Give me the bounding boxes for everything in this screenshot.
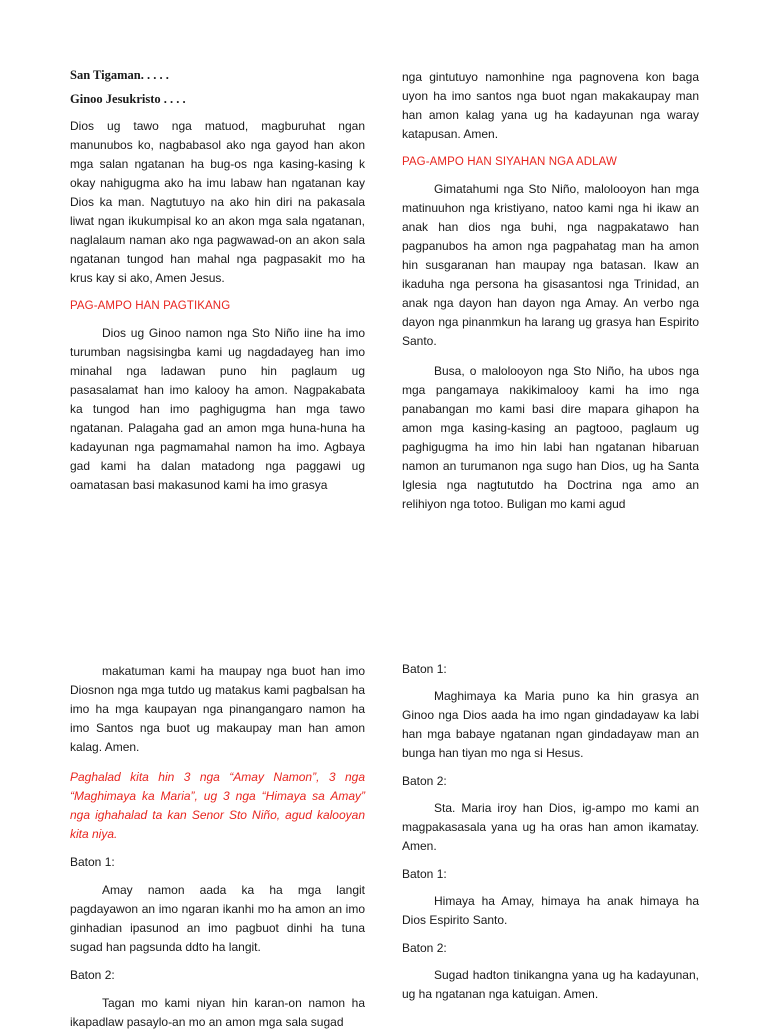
section-heading-pagtikang: PAG-AMPO HAN PAGTIKANG: [70, 300, 231, 312]
baton-label: Baton 1:: [402, 662, 447, 676]
paragraph-clip: [402, 362, 699, 514]
lower-right-column: [402, 662, 699, 1004]
baton-text-tagan: Tagan mo kami niyan hin karan-on namon ha ikapadlaw pasaylo-an mo an amon mga sala sugad: [70, 996, 365, 1029]
paragraph-makatuman: makatuman kami ha maupay nga buot han imo Diosnon nga mga tutdo ug matakus kami pagbalsan ha imo ha mga kaupayan nga pinangangaro namon ha imo Santos nga buot ug makaupay man han amon kalag. Amen.: [70, 664, 365, 754]
baton-label: Baton 1:: [70, 855, 115, 869]
baton-text-maghimaya: Maghimaya ka Maria puno ka hin grasya an Ginoo nga Dios aada ha imo ngan gindadayaw ka labi han mga babaye ngatanan ngan gindadayaw man an bunga han tiyan mo nga si Hesus.: [402, 689, 699, 760]
baton-label: Baton 1:: [402, 867, 447, 881]
paragraph-act-of-contrition: Dios ug tawo nga matuod, magburuhat ngan manunubos ko, nagbabasol ako nga gayod han akon mga salan ngatanan ha bug-os nga kasing-kasing k okay nahigugma ako ha imu labaw han ngatanan kay Dios ka man. Nagtutuyo na ako hin diri na pakasala liwat ngan ikukumpisal ko an akon mga sala ngatanan, naglalaum naman ako nga pagwawad-on an akon sala ngatanan tungod han mahal nga pagpasakit mo ha krus kay si ako, Amen Jesus.: [70, 119, 365, 285]
heading-ginoo-jesukristo: Ginoo Jesukristo . . . .: [70, 92, 186, 106]
paragraph-busa: Busa, o malolooyon nga Sto Niño, ha ubos nga mga pangamaya nakikimalooy kami ha imo nga panabangan mo kami basi dire mapara gihapon ha amon mga kasing-kasing an pagtooo, paglaum ug paghigugma ha imo hin labi han ngatanan hibaruan namon an turumanon nga sugo han Dios, ug ha Santa Iglesia nga nagtututdo ha Doctrina nga amo an relihiyon nga totoo. Buligan mo kami agud: [402, 364, 699, 511]
paragraph-first-day-prayer: Gimatahumi nga Sto Niño, malolooyon han mga matinuuhon nga kristiyano, natoo kami nga hi ikaw an anak han dios nga buhi, nga nagpakatawo han pagpanubos ha amon nga pagpahatag man ha amon hin susgaranan han maupay nga batasan. Ikaw an ikaduha nga persona ha gisasantosi nga Trinidad, an anak nga dayon han dayon nga Amay. An verbo nga dayon nga pinanmkun ha larang ug grasya han Espirito Santo.: [402, 182, 699, 348]
paragraph-clip: [70, 994, 365, 1032]
baton-label: Baton 2:: [402, 774, 447, 788]
upper-right-column: [402, 68, 699, 514]
heading-san-tigaman: San Tigaman. . . . .: [70, 68, 169, 82]
lower-left-column: [70, 662, 365, 1032]
baton-label: Baton 2:: [402, 941, 447, 955]
instruction-paghalad: Paghalad kita hin 3 nga “Amay Namon”, 3 nga “Maghimaya ka Maria”, ug 3 nga “Himaya sa Amay” nga ighahalad ta kan Senor Sto Niño, agud kalooyan kita niya.: [70, 770, 365, 841]
baton-label: Baton 2:: [70, 968, 115, 982]
paragraph-continuation: nga gintutuyo namonhine nga pagnovena kon baga uyon ha imo santos nga buot ngan makakaupay man han amon kalag yana ug ha kadayunan nga waray katapusan. Amen.: [402, 70, 699, 141]
baton-text-himaya: Himaya ha Amay, himaya ha anak himaya ha Dios Espirito Santo.: [402, 894, 699, 927]
baton-text-sugad: Sugad hadton tinikangna yana ug ha kadayunan, ug ha ngatanan nga katuigan. Amen.: [402, 968, 699, 1001]
baton-text-amay-namon: Amay namon aada ka ha mga langit pagdayawon an imo ngaran ikanhi mo ha amon an imo ginhadian ipasunod an imo pagbuot dinhi ha tuna sugad han pagsunda ddto ha langit.: [70, 883, 365, 954]
paragraph-opening-prayer: Dios ug Ginoo namon nga Sto Niño iine ha imo turumban nagsisingba kami ug nagdadayeg han imo minahal nga ladawan puno hin paglaum ug pasasalamat han imo kalooy ha amon. Nagpakabata ka tungod han imo paghigugma han mga tawo ngatanan. Palagaha gad an amon mga huna-huna ha kadayunan nga pagmamahal namon ha imo. Agbaya gad kami ha dalan matadong nga paggawi ug oamatasan basi makasunod kami ha imo grasya: [70, 326, 365, 492]
upper-left-column: [70, 68, 365, 497]
paragraph-clip: [70, 324, 365, 497]
baton-text-sta-maria: Sta. Maria iroy han Dios, ig-ampo mo kami an magpakasasala yana ug ha oras han amon ikamatay. Amen.: [402, 801, 699, 853]
section-heading-siyahan-nga-adlaw: PAG-AMPO HAN SIYAHAN NGA ADLAW: [402, 156, 617, 168]
